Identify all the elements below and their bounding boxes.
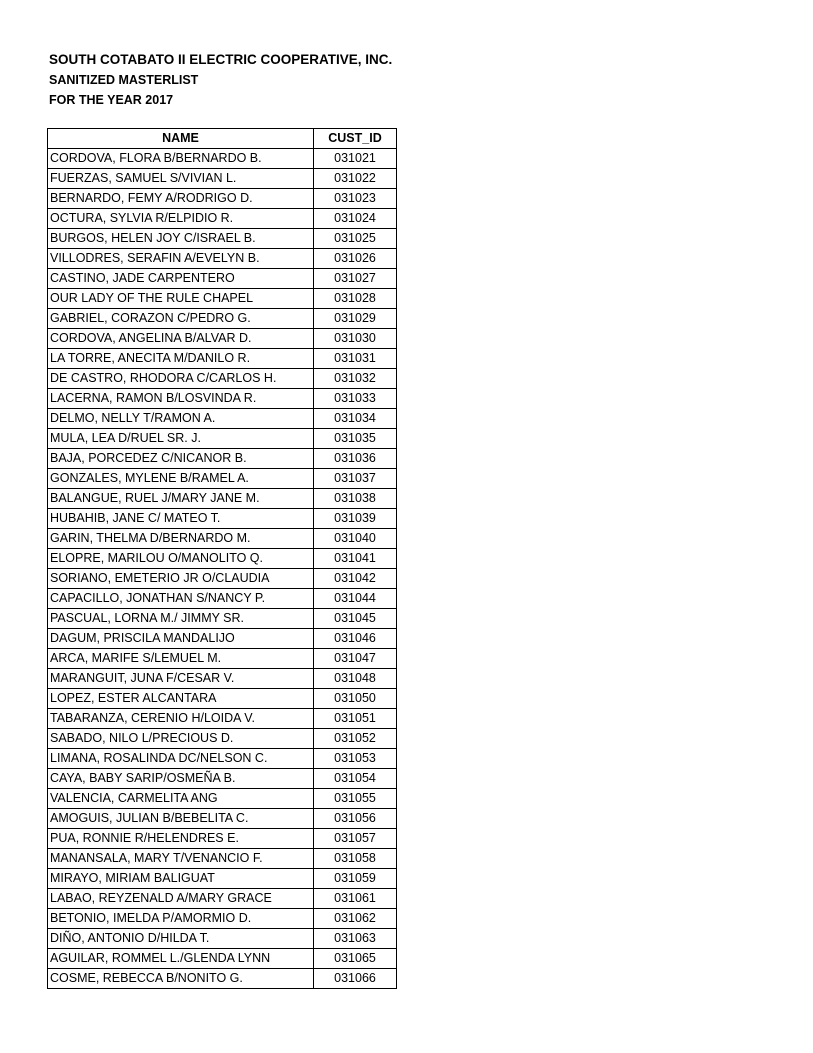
table-row	[48, 509, 397, 529]
customer-name-cell: VALENCIA, CARMELITA ANG	[48, 789, 314, 809]
customer-id-cell: 031054	[314, 769, 397, 789]
customer-id-cell: 031058	[314, 849, 397, 869]
table-row	[48, 409, 397, 429]
table-row	[48, 649, 397, 669]
table-row	[48, 329, 397, 349]
table-row	[48, 609, 397, 629]
customer-name-cell: LA TORRE, ANECITA M/DANILO R.	[48, 349, 314, 369]
customer-name-cell: TABARANZA, CERENIO H/LOIDA V.	[48, 709, 314, 729]
customer-name-cell: BALANGUE, RUEL J/MARY JANE M.	[48, 489, 314, 509]
customer-id-cell: 031041	[314, 549, 397, 569]
table-row	[48, 289, 397, 309]
customer-id-cell: 031057	[314, 829, 397, 849]
table-row	[48, 189, 397, 209]
customer-name-cell: LIMANA, ROSALINDA DC/NELSON C.	[48, 749, 314, 769]
customer-id-cell: 031063	[314, 929, 397, 949]
customer-name-cell: AGUILAR, ROMMEL L./GLENDA LYNN	[48, 949, 314, 969]
customer-name-cell: FUERZAS, SAMUEL S/VIVIAN L.	[48, 169, 314, 189]
customer-id-cell: 031044	[314, 589, 397, 609]
table-row	[48, 809, 397, 829]
customer-id-cell: 031030	[314, 329, 397, 349]
customer-name-cell: SORIANO, EMETERIO JR O/CLAUDIA	[48, 569, 314, 589]
customer-id-cell: 031048	[314, 669, 397, 689]
masterlist-table	[47, 128, 397, 989]
customer-name-cell: DE CASTRO, RHODORA C/CARLOS H.	[48, 369, 314, 389]
table-row	[48, 689, 397, 709]
table-row	[48, 589, 397, 609]
customer-id-cell: 031032	[314, 369, 397, 389]
customer-id-cell: 031028	[314, 289, 397, 309]
customer-id-cell: 031037	[314, 469, 397, 489]
customer-id-cell: 031053	[314, 749, 397, 769]
table-row	[48, 889, 397, 909]
table-header-row	[48, 129, 397, 149]
customer-id-cell: 031025	[314, 229, 397, 249]
customer-id-cell: 031022	[314, 169, 397, 189]
customer-id-cell: 031035	[314, 429, 397, 449]
table-row	[48, 429, 397, 449]
table-row	[48, 229, 397, 249]
table-row	[48, 669, 397, 689]
table-row	[48, 149, 397, 169]
customer-id-cell: 031046	[314, 629, 397, 649]
table-row	[48, 529, 397, 549]
customer-id-cell: 031040	[314, 529, 397, 549]
customer-id-cell: 031031	[314, 349, 397, 369]
customer-name-cell: GARIN, THELMA D/BERNARDO M.	[48, 529, 314, 549]
customer-name-cell: DELMO, NELLY T/RAMON A.	[48, 409, 314, 429]
customer-id-cell: 031021	[314, 149, 397, 169]
table-row	[48, 869, 397, 889]
table-row	[48, 449, 397, 469]
customer-name-cell: LABAO, REYZENALD A/MARY GRACE	[48, 889, 314, 909]
table-row	[48, 909, 397, 929]
customer-name-cell: GABRIEL, CORAZON C/PEDRO G.	[48, 309, 314, 329]
customer-id-cell: 031034	[314, 409, 397, 429]
customer-name-cell: OCTURA, SYLVIA R/ELPIDIO R.	[48, 209, 314, 229]
customer-id-cell: 031042	[314, 569, 397, 589]
year-label: FOR THE YEAR 2017	[49, 93, 174, 107]
customer-name-cell: ELOPRE, MARILOU O/MANOLITO Q.	[48, 549, 314, 569]
table-row	[48, 489, 397, 509]
customer-name-cell: LACERNA, RAMON B/LOSVINDA R.	[48, 389, 314, 409]
table-row	[48, 169, 397, 189]
table-row	[48, 569, 397, 589]
customer-id-cell: 031051	[314, 709, 397, 729]
customer-name-cell: COSME, REBECCA B/NONITO G.	[48, 969, 314, 989]
customer-name-cell: BURGOS, HELEN JOY C/ISRAEL B.	[48, 229, 314, 249]
table-row	[48, 849, 397, 869]
customer-name-cell: CORDOVA, FLORA B/BERNARDO B.	[48, 149, 314, 169]
table-row	[48, 349, 397, 369]
customer-id-cell: 031023	[314, 189, 397, 209]
customer-id-cell: 031036	[314, 449, 397, 469]
table-row	[48, 209, 397, 229]
customer-name-cell: SABADO, NILO L/PRECIOUS D.	[48, 729, 314, 749]
customer-id-cell: 031061	[314, 889, 397, 909]
customer-id-cell: 031033	[314, 389, 397, 409]
name-column-header: NAME	[48, 129, 314, 149]
customer-id-cell: 031045	[314, 609, 397, 629]
table-row	[48, 929, 397, 949]
table-row	[48, 629, 397, 649]
customer-name-cell: AMOGUIS, JULIAN B/BEBELITA C.	[48, 809, 314, 829]
customer-id-cell: 031027	[314, 269, 397, 289]
customer-name-cell: CORDOVA, ANGELINA B/ALVAR D.	[48, 329, 314, 349]
table-row	[48, 549, 397, 569]
customer-name-cell: GONZALES, MYLENE B/RAMEL A.	[48, 469, 314, 489]
table-row	[48, 369, 397, 389]
table-row	[48, 309, 397, 329]
customer-id-cell: 031059	[314, 869, 397, 889]
table-body	[48, 149, 397, 989]
customer-id-cell: 031047	[314, 649, 397, 669]
customer-name-cell: DAGUM, PRISCILA MANDALIJO	[48, 629, 314, 649]
customer-name-cell: MANANSALA, MARY T/VENANCIO F.	[48, 849, 314, 869]
customer-name-cell: CASTINO, JADE CARPENTERO	[48, 269, 314, 289]
customer-id-cell: 031039	[314, 509, 397, 529]
customer-id-cell: 031026	[314, 249, 397, 269]
customer-name-cell: PASCUAL, LORNA M./ JIMMY SR.	[48, 609, 314, 629]
customer-id-cell: 031029	[314, 309, 397, 329]
company-title: SOUTH COTABATO II ELECTRIC COOPERATIVE, INC.	[49, 52, 393, 67]
table-row	[48, 269, 397, 289]
customer-name-cell: LOPEZ, ESTER ALCANTARA	[48, 689, 314, 709]
table-row	[48, 389, 397, 409]
customer-id-cell: 031056	[314, 809, 397, 829]
customer-id-cell: 031024	[314, 209, 397, 229]
table-row	[48, 949, 397, 969]
customer-name-cell: PUA, RONNIE R/HELENDRES E.	[48, 829, 314, 849]
document-header	[49, 50, 392, 110]
customer-name-cell: CAYA, BABY SARIP/OSMEÑA B.	[48, 769, 314, 789]
customer-name-cell: CAPACILLO, JONATHAN S/NANCY P.	[48, 589, 314, 609]
customer-name-cell: BETONIO, IMELDA P/AMORMIO D.	[48, 909, 314, 929]
customer-id-cell: 031066	[314, 969, 397, 989]
customer-name-cell: ARCA, MARIFE S/LEMUEL M.	[48, 649, 314, 669]
customer-name-cell: BAJA, PORCEDEZ C/NICANOR B.	[48, 449, 314, 469]
customer-name-cell: BERNARDO, FEMY A/RODRIGO D.	[48, 189, 314, 209]
customer-id-cell: 031062	[314, 909, 397, 929]
table-row	[48, 829, 397, 849]
customer-name-cell: OUR LADY OF THE RULE CHAPEL	[48, 289, 314, 309]
table-row	[48, 729, 397, 749]
customer-id-cell: 031050	[314, 689, 397, 709]
customer-id-cell: 031055	[314, 789, 397, 809]
customer-id-cell: 031052	[314, 729, 397, 749]
cust-id-column-header: CUST_ID	[314, 129, 397, 149]
customer-id-cell: 031038	[314, 489, 397, 509]
customer-name-cell: DIÑO, ANTONIO D/HILDA T.	[48, 929, 314, 949]
table-row	[48, 769, 397, 789]
table-row	[48, 969, 397, 989]
table-row	[48, 249, 397, 269]
customer-name-cell: MARANGUIT, JUNA F/CESAR V.	[48, 669, 314, 689]
customer-name-cell: VILLODRES, SERAFIN A/EVELYN B.	[48, 249, 314, 269]
table-row	[48, 469, 397, 489]
table-row	[48, 709, 397, 729]
document-subtitle: SANITIZED MASTERLIST	[49, 73, 199, 87]
customer-name-cell: MIRAYO, MIRIAM BALIGUAT	[48, 869, 314, 889]
customer-id-cell: 031065	[314, 949, 397, 969]
table-row	[48, 749, 397, 769]
customer-name-cell: HUBAHIB, JANE C/ MATEO T.	[48, 509, 314, 529]
table-row	[48, 789, 397, 809]
customer-name-cell: MULA, LEA D/RUEL SR. J.	[48, 429, 314, 449]
